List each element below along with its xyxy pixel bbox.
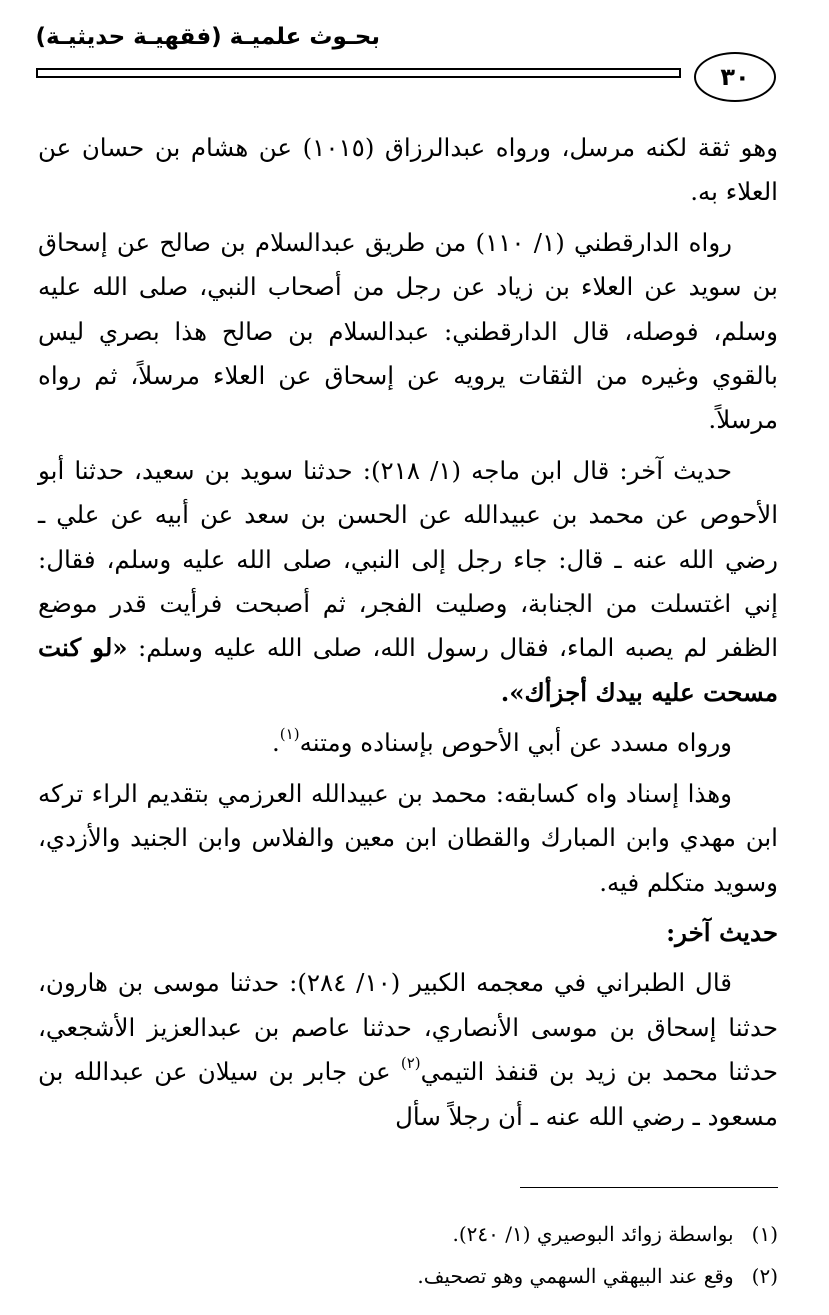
paragraph-6 bbox=[38, 961, 778, 1139]
paragraph-5: وهذا إسناد واه كسابقه: محمد بن عبيدالله العرزمي بتقديم الراء تركه ابن مهدي وابن المبارك والقطان ابن معين والفلاس وابن الجنيد والأزدي، وسويد متكلم فيه. bbox=[38, 778, 778, 897]
paragraph-3-text: حديث آخر: قال ابن ماجه (١/ ٢١٨): حدثنا سويد بن سعيد، حدثنا أبو الأحوص عن محمد بن عبيدالله عن الحسن بن سعد عن أبيه عن علي ـ رضي الله عنه ـ قال: جاء رجل إلى النبي، صلى الله عليه وسلم، فقال: إني اغتسلت من الجنابة، وصليت الفجر، ثم أصبحت فرأيت قدر موضع الظفر لم يصبه الماء، فقال رسول الله، صلى الله عليه وسلم: bbox=[38, 455, 779, 663]
paragraph-4-end: . bbox=[271, 728, 280, 758]
footnote-1-number: (١) bbox=[751, 1222, 778, 1246]
paragraph-4 bbox=[38, 721, 778, 765]
paragraph-4-text: ورواه مسدد عن أبي الأحوص بإسناده ومتنه bbox=[299, 728, 732, 758]
header-rule bbox=[36, 68, 681, 78]
footnote-2-text: وقع عند البيهقي السهمي وهو تصحيف. bbox=[417, 1264, 734, 1288]
paragraph-6-end: عن جابر بن سيلان عن عبدالله بن مسعود ـ رضي الله عنه ـ أن رجلاً سأل bbox=[38, 1057, 778, 1131]
paragraph-1: وهو ثقة لكنه مرسل، ورواه عبدالرزاق (١٠١٥) عن هشام بن حسان عن العلاء به. bbox=[38, 133, 778, 207]
main-text bbox=[38, 126, 778, 1145]
paragraph-3 bbox=[38, 449, 778, 715]
section-heading: حديث آخر: bbox=[666, 917, 778, 947]
footnote-1 bbox=[38, 1213, 778, 1255]
footnote-marker-2[interactable]: (٢) bbox=[400, 1054, 421, 1073]
footnotes bbox=[38, 1213, 778, 1297]
footnote-1-text: بواسطة زوائد البوصيري (١/ ٢٤٠). bbox=[452, 1222, 734, 1246]
running-title: بحـوث علميـة (فقهيـة حديثيـة) bbox=[35, 24, 380, 50]
footnote-rule bbox=[520, 1187, 778, 1188]
page-number: ٣٠ bbox=[694, 52, 776, 102]
footnote-marker-1[interactable]: (١) bbox=[279, 725, 300, 744]
paragraph-2: رواه الدارقطني (١/ ١١٠) من طريق عبدالسلام بن صالح عن إسحاق بن سويد عن العلاء بن زياد عن رجل من أصحاب النبي، صلى الله عليه وسلم، فوصله، قال الدارقطني: عبدالسلام بن صالح هذا بصري ليس بالقوي وغيره من الثقات يرويه عن إسحاق عن العلاء مرسلاً، ثم رواه مرسلاً. bbox=[38, 227, 778, 435]
paragraph-6-text: قال الطبراني في معجمه الكبير (١٠/ ٢٨٤): حدثنا موسى بن هارون، حدثنا إسحاق بن موسى الأنصاري، حدثنا عاصم بن عبدالعزيز الأشجعي، حدثنا محمد بن زيد بن قنفذ التيمي bbox=[38, 968, 778, 1087]
hadith-quote: «لو كنت مسحت عليه بيدك أجزأك». bbox=[38, 633, 778, 707]
footnote-2 bbox=[38, 1255, 778, 1297]
footnote-2-number: (٢) bbox=[751, 1264, 778, 1288]
